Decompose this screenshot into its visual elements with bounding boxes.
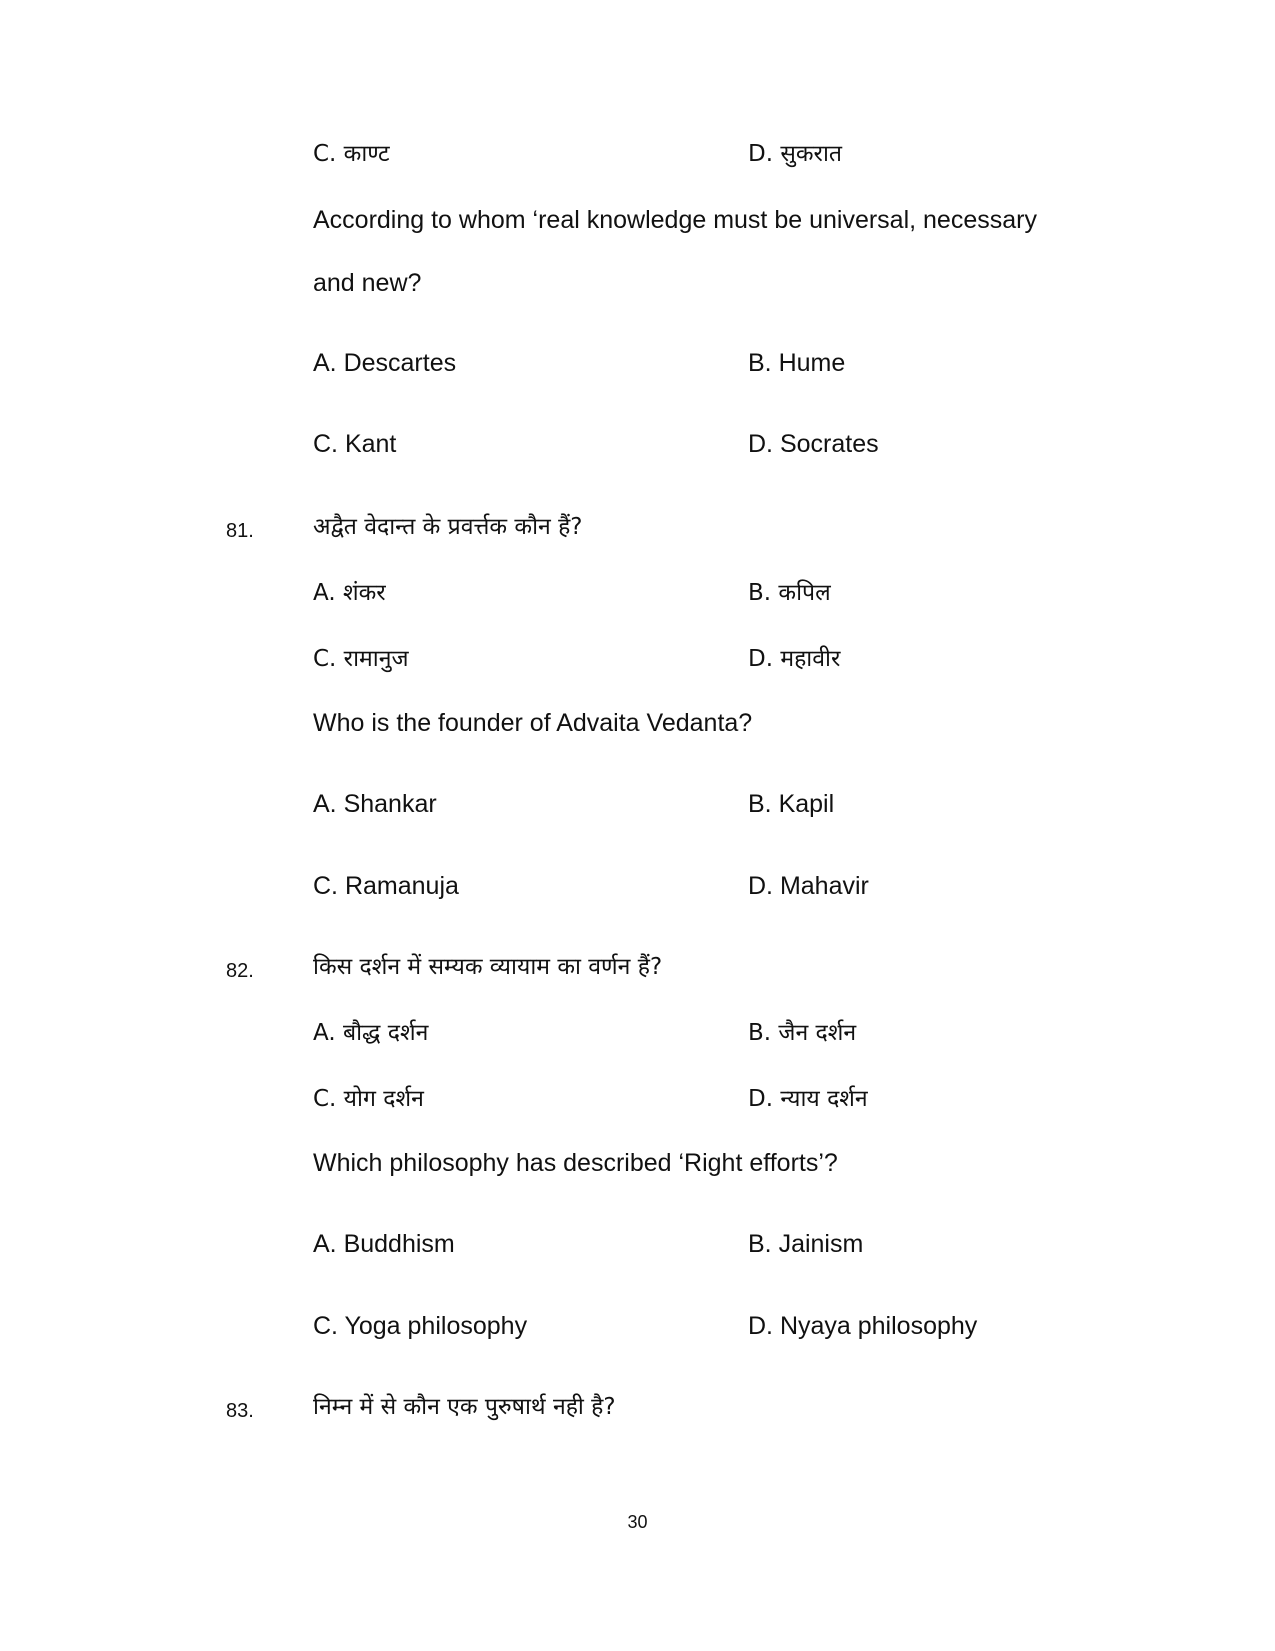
- q82-en-option-b: B. Jainism: [748, 1230, 864, 1258]
- q82-en-option-c: C. Yoga philosophy: [313, 1312, 528, 1340]
- q82-number: 82.: [226, 960, 254, 982]
- q83-hi-question: निम्न में से कौन एक पुरुषार्थ नही है?: [313, 1394, 616, 1420]
- q82-hi-option-d: D. न्याय दर्शन: [748, 1086, 868, 1112]
- q82-en-question: Which philosophy has described ‘Right efforts’?: [313, 1149, 838, 1177]
- q82-en-option-d: D. Nyaya philosophy: [748, 1312, 978, 1340]
- q81-en-question: Who is the founder of Advaita Vedanta?: [313, 709, 753, 737]
- page-number: 30: [627, 1512, 648, 1532]
- q83-number: 83.: [226, 1400, 254, 1422]
- q81-en-option-c: C. Ramanuja: [313, 872, 459, 900]
- q82-hi-question: किस दर्शन में सम्यक व्यायाम का वर्णन हैं?: [313, 954, 663, 980]
- q81-number: 81.: [226, 520, 254, 542]
- q81-hi-option-d: D. महावीर: [748, 646, 841, 672]
- q82-hi-option-a: A. बौद्ध दर्शन: [313, 1020, 429, 1046]
- q80-hi-option-d: D. सुकरात: [748, 141, 843, 167]
- q80-en-option-a: A. Descartes: [313, 349, 457, 377]
- q80-en-option-c: C. Kant: [313, 430, 397, 458]
- q81-en-option-b: B. Kapil: [748, 790, 835, 818]
- q82-hi-option-c: C. योग दर्शन: [313, 1086, 424, 1112]
- q81-en-option-d: D. Mahavir: [748, 872, 869, 900]
- q81-hi-option-a: A. शंकर: [313, 580, 386, 606]
- q82-en-option-a: A. Buddhism: [313, 1230, 455, 1258]
- q81-hi-question: अद्वैत वेदान्त के प्रवर्त्तक कौन हैं?: [313, 514, 583, 540]
- q81-hi-option-b: B. कपिल: [748, 580, 831, 606]
- q80-en-option-b: B. Hume: [748, 349, 846, 377]
- q80-en-question-line1: According to whom ‘real knowledge must be universal, necessary: [313, 206, 1037, 234]
- q80-en-question-line2: and new?: [313, 269, 422, 297]
- q81-en-option-a: A. Shankar: [313, 790, 437, 818]
- q80-en-option-d: D. Socrates: [748, 430, 879, 458]
- q80-hi-option-c: C. काण्ट: [313, 141, 390, 167]
- q82-hi-option-b: B. जैन दर्शन: [748, 1020, 857, 1046]
- q81-hi-option-c: C. रामानुज: [313, 646, 409, 672]
